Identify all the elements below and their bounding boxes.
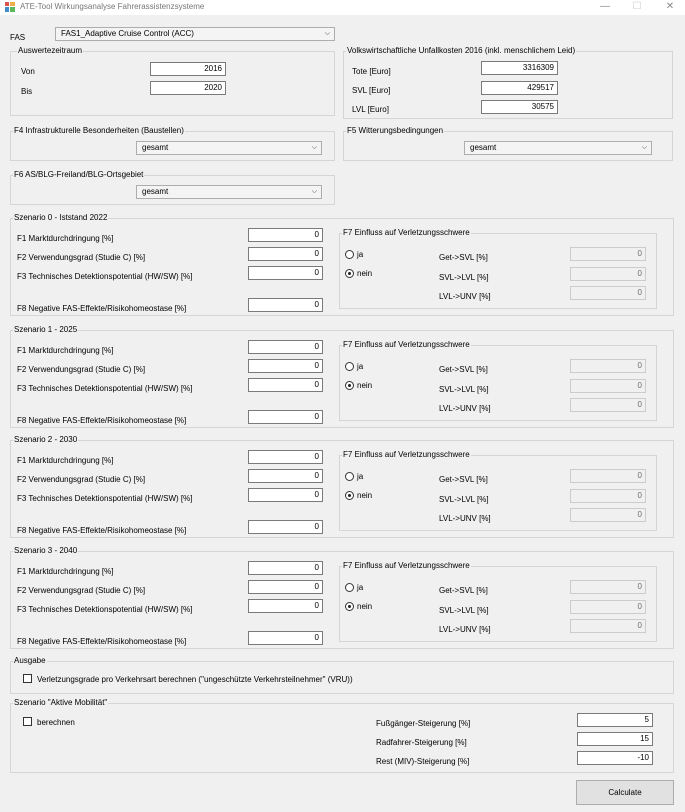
svl-lvl-label: SVL->LVL [%]	[439, 273, 489, 282]
f3-input[interactable]: 0	[248, 488, 323, 502]
rest-input[interactable]: -10	[577, 751, 653, 765]
nein-radio[interactable]	[345, 602, 354, 611]
output-group	[10, 656, 674, 694]
nein-radio[interactable]	[345, 381, 354, 390]
f4-select[interactable]	[136, 141, 322, 155]
f8-input[interactable]: 0	[248, 298, 323, 312]
scenario-group-0	[10, 213, 674, 316]
lvl-unv-label: LVL->UNV [%]	[439, 404, 491, 413]
f6-title: F6 AS/BLG-Freiland/BLG-Ortsgebiet	[14, 170, 144, 179]
f8-input[interactable]: 0	[248, 410, 323, 424]
get-svl-label: Get->SVL [%]	[439, 475, 488, 484]
lvl-unv-label: LVL->UNV [%]	[439, 514, 491, 523]
f8-input[interactable]: 0	[248, 631, 323, 645]
scenario-title: Szenario 3 - 2040	[14, 546, 78, 555]
svl-lvl-label: SVL->LVL [%]	[439, 495, 489, 504]
f7-group	[339, 340, 657, 421]
f8-label: F8 Negative FAS-Effekte/Risikohomeostase [%]	[17, 416, 187, 425]
f8-input[interactable]: 0	[248, 520, 323, 534]
vru-label: Verletzungsgrade pro Verkehrsart berechnen ("ungeschützte Verkehrsteilnehmer" (VRU))	[37, 675, 353, 684]
fas-select[interactable]	[55, 27, 335, 41]
f2-label: F2 Verwendungsgrad (Studie C) [%]	[17, 253, 146, 262]
f3-label: F3 Technisches Detektionspotential (HW/SW) [%]	[17, 494, 193, 503]
nein-radio[interactable]	[345, 491, 354, 500]
to-label: Bis	[21, 87, 33, 96]
title-bar	[0, 0, 685, 15]
f1-label: F1 Marktdurchdringung [%]	[17, 234, 114, 243]
lvl-unv-input[interactable]: 0	[570, 508, 646, 522]
f3-input[interactable]: 0	[248, 266, 323, 280]
rest-label: Rest (MIV)-Steigerung [%]	[376, 757, 470, 766]
ja-radio[interactable]	[345, 362, 354, 371]
f6-select[interactable]	[136, 185, 322, 199]
f3-input[interactable]: 0	[248, 378, 323, 392]
f2-input[interactable]: 0	[248, 580, 323, 594]
ja-label: ja	[357, 583, 364, 592]
svl-input[interactable]: 429517	[481, 81, 558, 95]
nein-label: nein	[357, 602, 373, 611]
f2-label: F2 Verwendungsgrad (Studie C) [%]	[17, 475, 146, 484]
to-input[interactable]: 2020	[150, 81, 226, 95]
chevron-down-icon: ⌵	[311, 144, 317, 151]
f3-input[interactable]: 0	[248, 599, 323, 613]
bike-label: Radfahrer-Steigerung [%]	[376, 738, 467, 747]
f2-input[interactable]: 0	[248, 359, 323, 373]
f1-input[interactable]: 0	[248, 340, 323, 354]
lvl-input[interactable]: 30575	[481, 100, 558, 114]
window-title: ATE-Tool Wirkungsanalyse Fahrerassistenzsysteme	[20, 2, 205, 11]
app-icon	[5, 2, 15, 12]
get-svl-input[interactable]: 0	[570, 469, 646, 483]
f1-input[interactable]: 0	[248, 450, 323, 464]
active-calc-label: berechnen	[37, 718, 75, 727]
get-svl-input[interactable]: 0	[570, 359, 646, 373]
from-label: Von	[21, 67, 35, 76]
f7-title: F7 Einfluss auf Verletzungsschwere	[343, 561, 470, 570]
fas-label: FAS	[10, 33, 26, 42]
f8-label: F8 Negative FAS-Effekte/Risikohomeostase [%]	[17, 526, 187, 535]
f7-group	[339, 228, 657, 309]
nein-label: nein	[357, 491, 373, 500]
foot-label: Fußgänger-Steigerung [%]	[376, 719, 471, 728]
f1-label: F1 Marktdurchdringung [%]	[17, 456, 114, 465]
f2-label: F2 Verwendungsgrad (Studie C) [%]	[17, 586, 146, 595]
lvl-unv-label: LVL->UNV [%]	[439, 292, 491, 301]
f7-title: F7 Einfluss auf Verletzungsschwere	[343, 450, 470, 459]
scenario-title: Szenario 2 - 2030	[14, 435, 78, 444]
accident-costs-group	[343, 46, 673, 119]
f7-group	[339, 561, 657, 642]
chevron-down-icon: ⌵	[324, 30, 330, 37]
scenario-title: Szenario 1 - 2025	[14, 325, 78, 334]
nein-radio[interactable]	[345, 269, 354, 278]
f3-label: F3 Technisches Detektionspotential (HW/SW) [%]	[17, 272, 193, 281]
f7-group	[339, 450, 657, 531]
f5-title: F5 Witterungsbedingungen	[347, 126, 444, 135]
active-mobility-title: Szenario "Aktive Mobilität"	[14, 698, 108, 707]
f4-title: F4 Infrastrukturelle Besonderheiten (Baustellen)	[14, 126, 184, 135]
tote-label: Tote [Euro]	[352, 67, 391, 76]
f1-input[interactable]: 0	[248, 561, 323, 575]
maximize-button[interactable]: ☐	[632, 1, 642, 12]
ja-radio[interactable]	[345, 472, 354, 481]
close-button[interactable]: ✕	[665, 1, 675, 12]
f6-group	[10, 170, 335, 205]
lvl-unv-label: LVL->UNV [%]	[439, 625, 491, 634]
fas-select-value: FAS1_Adaptive Cruise Control (ACC)	[61, 29, 194, 38]
calculate-button[interactable]: Calculate	[576, 780, 674, 805]
f4-select-value: gesamt	[142, 143, 169, 152]
svl-lvl-input[interactable]: 0	[570, 379, 646, 393]
f5-select[interactable]	[464, 141, 652, 155]
f5-group	[343, 126, 673, 161]
lvl-unv-input[interactable]: 0	[570, 619, 646, 633]
svl-label: SVL [Euro]	[352, 86, 391, 95]
foot-input[interactable]: 5	[577, 713, 653, 727]
nein-label: nein	[357, 381, 373, 390]
f1-label: F1 Marktdurchdringung [%]	[17, 346, 114, 355]
f6-select-value: gesamt	[142, 187, 169, 196]
f1-input[interactable]: 0	[248, 228, 323, 242]
output-title: Ausgabe	[14, 656, 46, 665]
active-calc-checkbox[interactable]	[23, 717, 32, 726]
svl-lvl-label: SVL->LVL [%]	[439, 606, 489, 615]
tote-input[interactable]: 3316309	[481, 61, 558, 75]
minimize-button[interactable]: —	[600, 1, 610, 12]
get-svl-label: Get->SVL [%]	[439, 365, 488, 374]
f3-label: F3 Technisches Detektionspotential (HW/SW) [%]	[17, 384, 193, 393]
accident-costs-title: Volkswirtschaftliche Unfallkosten 2016 (inkl. menschlichem Leid)	[347, 46, 576, 55]
active-mobility-group	[10, 698, 674, 773]
vru-checkbox[interactable]	[23, 674, 32, 683]
ja-label: ja	[357, 250, 364, 259]
scenario-group-3	[10, 546, 674, 649]
chevron-down-icon: ⌵	[311, 188, 317, 195]
nein-label: nein	[357, 269, 373, 278]
f8-label: F8 Negative FAS-Effekte/Risikohomeostase [%]	[17, 637, 187, 646]
lvl-unv-input[interactable]: 0	[570, 286, 646, 300]
scenario-group-1	[10, 325, 674, 428]
f5-select-value: gesamt	[470, 143, 497, 152]
f2-label: F2 Verwendungsgrad (Studie C) [%]	[17, 365, 146, 374]
f8-label: F8 Negative FAS-Effekte/Risikohomeostase [%]	[17, 304, 187, 313]
scenario-title: Szenario 0 - Iststand 2022	[14, 213, 108, 222]
ja-radio[interactable]	[345, 250, 354, 259]
ja-label: ja	[357, 362, 364, 371]
f7-title: F7 Einfluss auf Verletzungsschwere	[343, 340, 470, 349]
lvl-label: LVL [Euro]	[352, 105, 389, 114]
get-svl-input[interactable]: 0	[570, 580, 646, 594]
f7-title: F7 Einfluss auf Verletzungsschwere	[343, 228, 470, 237]
svl-lvl-input[interactable]: 0	[570, 489, 646, 503]
from-input[interactable]: 2016	[150, 62, 226, 76]
f2-input[interactable]: 0	[248, 469, 323, 483]
f1-label: F1 Marktdurchdringung [%]	[17, 567, 114, 576]
get-svl-label: Get->SVL [%]	[439, 586, 488, 595]
lvl-unv-input[interactable]: 0	[570, 398, 646, 412]
f2-input[interactable]: 0	[248, 247, 323, 261]
ja-label: ja	[357, 472, 364, 481]
get-svl-input[interactable]: 0	[570, 247, 646, 261]
chevron-down-icon: ⌵	[641, 144, 647, 151]
period-group-title: Auswertezeitraum	[18, 46, 83, 55]
get-svl-label: Get->SVL [%]	[439, 253, 488, 262]
f4-group	[10, 126, 335, 161]
period-group	[10, 46, 335, 116]
svl-lvl-input[interactable]: 0	[570, 600, 646, 614]
svl-lvl-label: SVL->LVL [%]	[439, 385, 489, 394]
svl-lvl-input[interactable]: 0	[570, 267, 646, 281]
ja-radio[interactable]	[345, 583, 354, 592]
scenario-group-2	[10, 435, 674, 538]
bike-input[interactable]: 15	[577, 732, 653, 746]
f3-label: F3 Technisches Detektionspotential (HW/SW) [%]	[17, 605, 193, 614]
